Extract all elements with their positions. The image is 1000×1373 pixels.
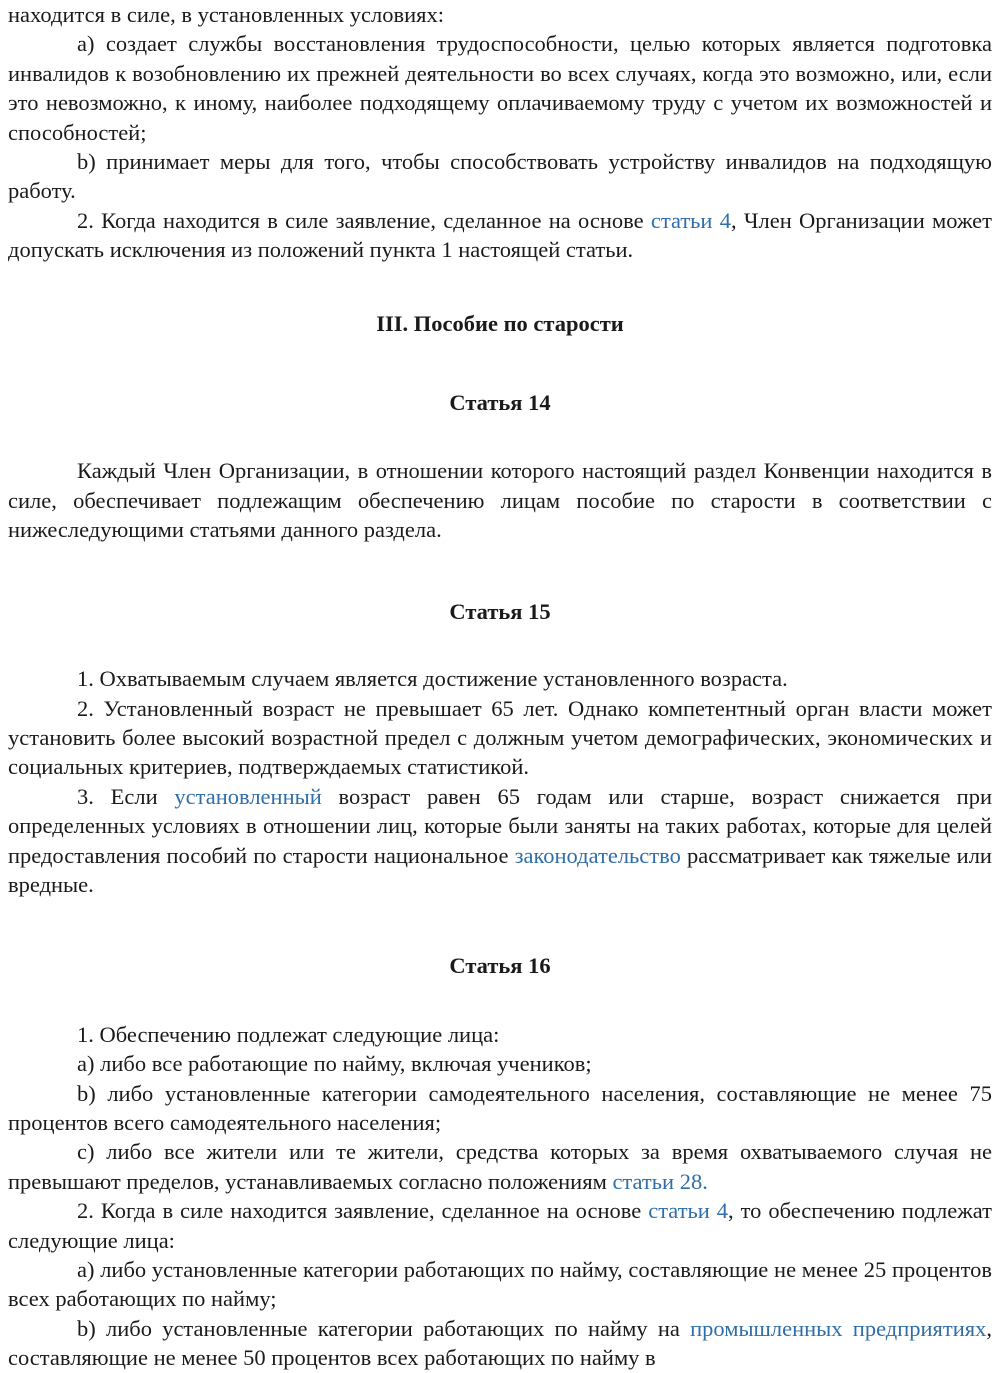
document-page [8,0,992,1373]
text: возраст равен 65 годам или старше, возраст снижается при определенных условиях в отношении лиц, которые были заняты на таких работах, которые для целей предоставления пособий по старости национальное [8,783,992,868]
text: 2. Когда в силе находится заявление, сделанное на основе [77,1198,649,1224]
article-16-item-a: a) либо все работающие по найму, включая учеников; [77,1051,592,1077]
paragraph-point-2 [8,206,992,265]
text: b) либо установленные категории работающих по найму на [77,1315,691,1341]
text: рассматривает как тяжелые или вредные. [8,842,992,897]
paragraph-item-a: a) создает службы восстановления трудоспособности, целью которых является подготовка инвалидов к возобновлению их прежней деятельности во всех случаях, когда это возможно, или, если это невозможно, к иному, наиболее подходящему оплачиваемому труду с учетом их возможностей и способностей; [8,31,992,145]
link-article-4[interactable]: статьи 4 [648,1198,729,1224]
link-industrial-enterprises[interactable]: промышленных предприятиях [690,1315,987,1341]
link-article-28[interactable]: статьи 28. [612,1168,708,1194]
text: 3. Если [77,783,175,809]
article-15-point-2: 2. Установленный возраст не превышает 65 лет. Однако компетентный орган власти может установить более высокий возрастной предел с должным учетом демографических, экономических и социальных критериев, подтверждаемых статистикой. [8,695,992,780]
text: , то обеспечению подлежат следующие лица: [8,1198,992,1253]
article-15-point-1: 1. Охватываемым случаем является достижение установленного возраста. [77,666,788,692]
article-14-title: Статья 14 [449,390,551,416]
article-16-item-b: b) либо установленные категории самодеятельного населения, составляющие не менее 75 процентов всего самодеятельного населения; [8,1080,992,1135]
article-14-paragraph: Каждый Член Организации, в отношении которого настоящий раздел Конвенции находится в силе, обеспечивает подлежащим обеспечению лицам пособие по старости в соответствии с нижеследующими статьями данного раздела. [8,458,992,543]
text: , Член Организации может допускать исключения из положений пункта 1 настоящей статьи. [8,207,993,263]
article-16-point-2 [8,1196,992,1255]
link-established[interactable]: установленный [174,783,322,809]
article-16-point-1: 1. Обеспечению подлежат следующие лица: [77,1021,500,1047]
article-15-title: Статья 15 [449,598,551,624]
paragraph-item-b: b) принимает меры для того, чтобы способствовать устройству инвалидов на подходящую работу. [8,149,992,204]
article-16-item-c [8,1137,992,1196]
section-title: III. Пособие по старости [376,310,624,336]
article-16-title: Статья 16 [449,953,551,979]
text: c) либо все жители или те жители, средства которых за время охватываемого случая не превышают пределов, устанавливаемых согласно положениям [8,1139,992,1194]
article-15-point-3 [8,782,992,900]
link-legislation[interactable]: законодательство [514,842,681,868]
link-article-4[interactable]: статьи 4 [650,207,731,233]
article-16-point-2-item-b [8,1314,992,1373]
text: 2. Когда находится в силе заявление, сделанное на основе [77,207,651,233]
article-16-point-2-item-a: a) либо установленные категории работающих по найму, составляющие не менее 25 процентов всех работающих по найму; [8,1257,992,1312]
paragraph-continuation: находится в силе, в установленных условиях: [8,2,445,27]
text: , составляющие не менее 50 процентов всех работающих по найму в [8,1315,993,1371]
